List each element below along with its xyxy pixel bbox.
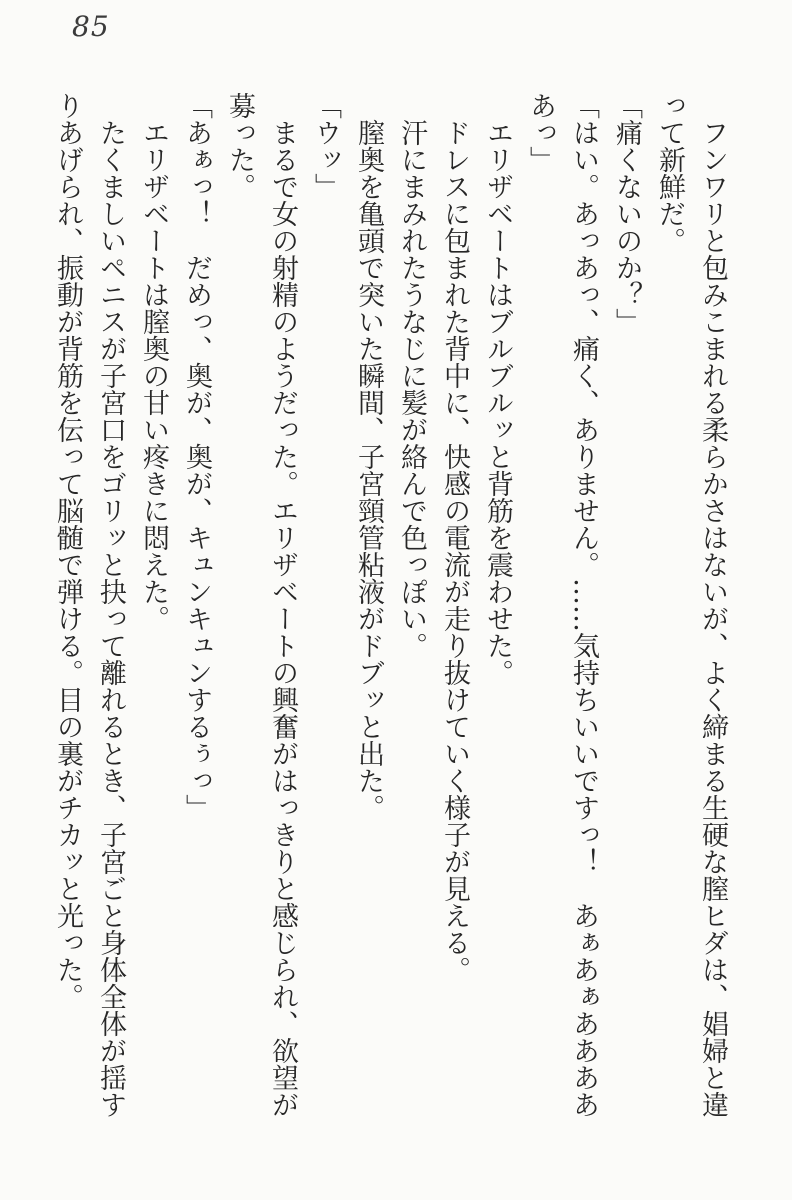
paragraph-narrative: エリザベートは膣奥の甘い疼きに悶えた。 [138, 119, 169, 632]
vertical-text-block [46, 92, 734, 1134]
paragraph-dialogue: 「はい。あっあっ、痛く、ありません。……気持ちいいですっ！ あぁあぁあああああっ」 [525, 92, 599, 1118]
paragraph-narrative: たくましいペニスが子宮口をゴリッと抉って離れるとき、子宮ごと身体全体が揺すりあげられ、振動が背筋を伝って脳髄で弾ける。目の裏がチカッと光った。 [52, 92, 126, 1118]
paragraph-dialogue: 「ウッ」 [310, 92, 341, 200]
paragraph-dialogue: 「あぁっ！ だめっ、奥が、奥が、キュンキュンするぅっ」 [181, 92, 212, 821]
paragraph-narrative: ドレスに包まれた背中に、快感の電流が走り抜けていく様子が見える。 [439, 119, 470, 983]
paragraph-dialogue: 「痛くないのか？」 [611, 92, 642, 335]
paragraph-narrative: まるで女の射精のようだった。エリザベートの興奮がはっきりと感じられ、欲望が募った。 [224, 92, 298, 1118]
paragraph-narrative: エリザベートはブルブルッと背筋を震わせた。 [482, 119, 513, 686]
paragraph-narrative: 汗にまみれたうなじに髪が絡んで色っぽい。 [396, 119, 427, 659]
page-number: 85 [72, 10, 110, 43]
paragraph-narrative: 膣奥を亀頭で突いた瞬間、子宮頸管粘液がドブッと出た。 [353, 119, 384, 821]
paragraph-narrative: フンワリと包みこまれる柔らかさはないが、よく締まる生硬な膣ヒダは、娼婦と違って新鮮だ。 [654, 92, 728, 1118]
